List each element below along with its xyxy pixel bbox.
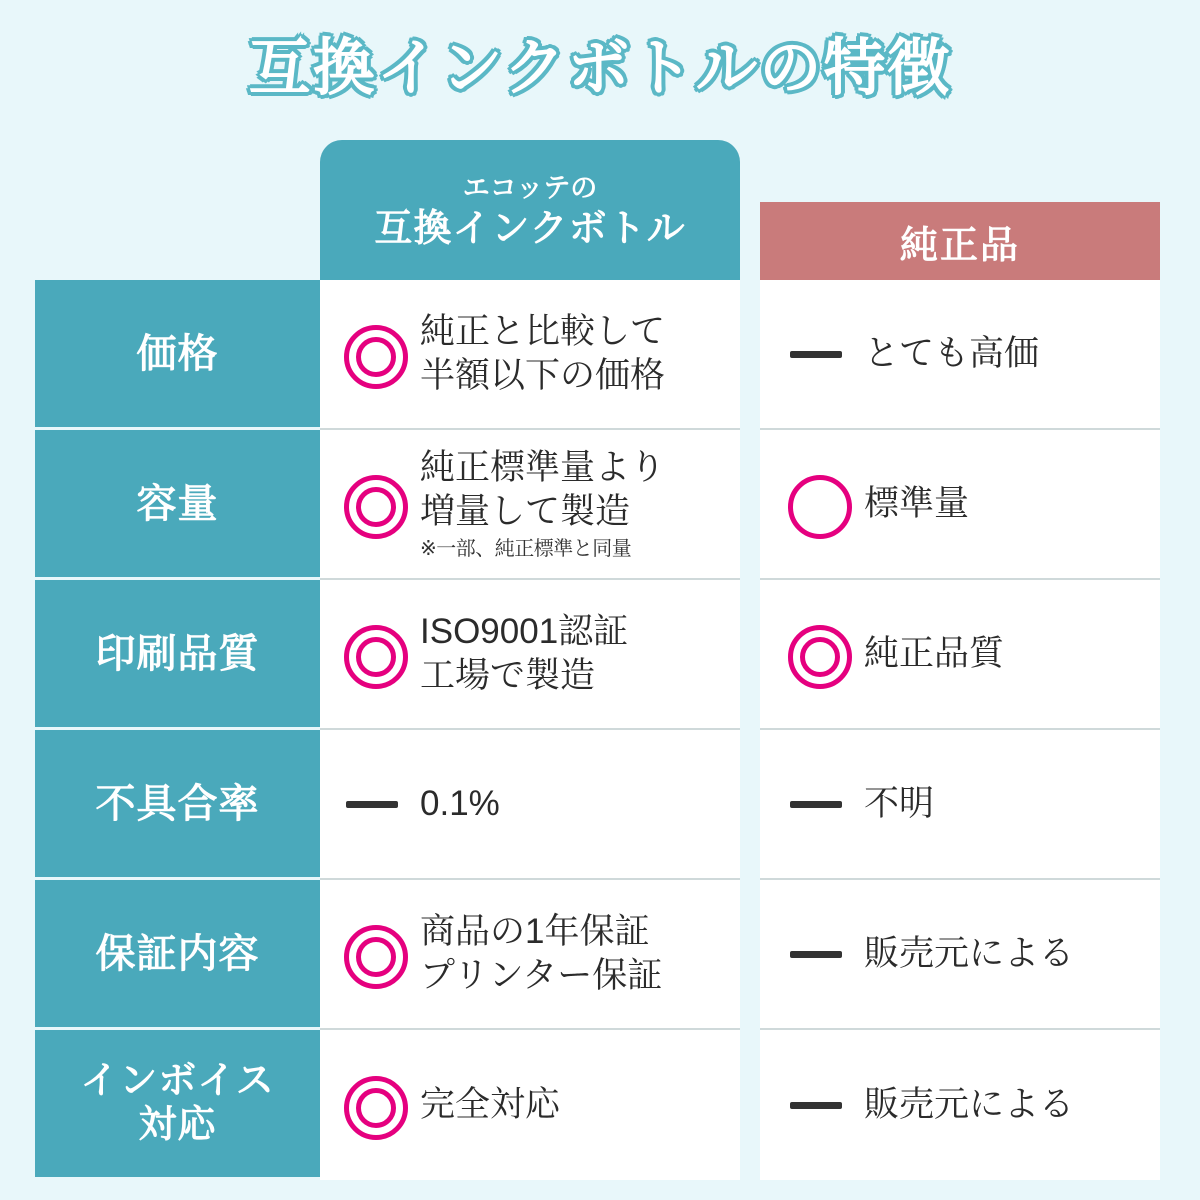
genuine-text: 標準量	[864, 484, 970, 524]
column-gap	[740, 580, 760, 730]
genuine-text: とても高価	[864, 334, 1040, 374]
double-circle-icon	[342, 1074, 404, 1136]
row-label: 不具合率	[35, 730, 320, 880]
genuine-cell	[760, 880, 1160, 1030]
compat-text: 商品の1年保証 プリンター保証	[420, 912, 663, 995]
genuine-cell	[760, 580, 1160, 730]
genuine-text: 販売元による	[864, 1085, 1075, 1125]
genuine-cell	[760, 430, 1160, 580]
genuine-text: 純正品質	[864, 634, 1005, 674]
compat-cell	[320, 430, 740, 580]
double-circle-icon	[342, 473, 404, 535]
compat-cell	[320, 880, 740, 1030]
column-gap	[740, 280, 760, 430]
header-label-spacer	[35, 140, 320, 280]
compat-text: 0.1%	[420, 784, 500, 824]
table-row	[35, 1030, 1160, 1180]
genuine-text: 不明	[864, 784, 935, 824]
table-row	[35, 280, 1160, 430]
table-body	[35, 280, 1160, 1180]
compat-text: ISO9001認証 工場で製造	[420, 612, 629, 695]
dash-icon	[786, 773, 848, 835]
row-label: 容量	[35, 430, 320, 580]
dash-icon	[786, 323, 848, 385]
table-row	[35, 730, 1160, 880]
row-label: 価格	[35, 280, 320, 430]
header-genuine-column: 純正品	[760, 202, 1160, 280]
page-title: 互換インクボトルの特徴	[248, 34, 952, 103]
table-header-row	[35, 140, 1160, 280]
dash-icon	[786, 1074, 848, 1136]
genuine-cell	[760, 1030, 1160, 1180]
header-compat-line1: エコッテの	[462, 173, 598, 204]
column-gap	[740, 880, 760, 1030]
dash-icon	[786, 923, 848, 985]
genuine-cell	[760, 730, 1160, 880]
header-gap	[740, 140, 760, 280]
genuine-text: 販売元による	[864, 934, 1075, 974]
compat-cell	[320, 1030, 740, 1180]
row-label: 保証内容	[35, 880, 320, 1030]
double-circle-icon	[342, 923, 404, 985]
column-gap	[740, 1030, 760, 1180]
table-row	[35, 580, 1160, 730]
compat-text: 純正標準量より 増量して製造 ※一部、純正標準と同量	[420, 447, 666, 561]
compat-cell	[320, 280, 740, 430]
table-row	[35, 430, 1160, 580]
double-circle-icon	[786, 623, 848, 685]
compat-cell	[320, 580, 740, 730]
header-compat-line2: 互換インクボトル	[374, 208, 686, 251]
table-row	[35, 880, 1160, 1030]
row-label: インボイス 対応	[35, 1030, 320, 1180]
compat-note: ※一部、純正標準と同量	[420, 538, 632, 561]
genuine-cell	[760, 280, 1160, 430]
double-circle-icon	[342, 323, 404, 385]
comparison-table	[35, 140, 1160, 1180]
double-circle-icon	[342, 623, 404, 685]
compat-text: 純正と比較して 半額以下の価格	[420, 312, 666, 395]
dash-icon	[342, 773, 404, 835]
row-label: 印刷品質	[35, 580, 320, 730]
header-compat-column	[320, 140, 740, 280]
column-gap	[740, 430, 760, 580]
single-circle-icon	[786, 473, 848, 535]
compat-cell	[320, 730, 740, 880]
compat-text: 完全対応	[420, 1085, 561, 1125]
column-gap	[740, 730, 760, 880]
